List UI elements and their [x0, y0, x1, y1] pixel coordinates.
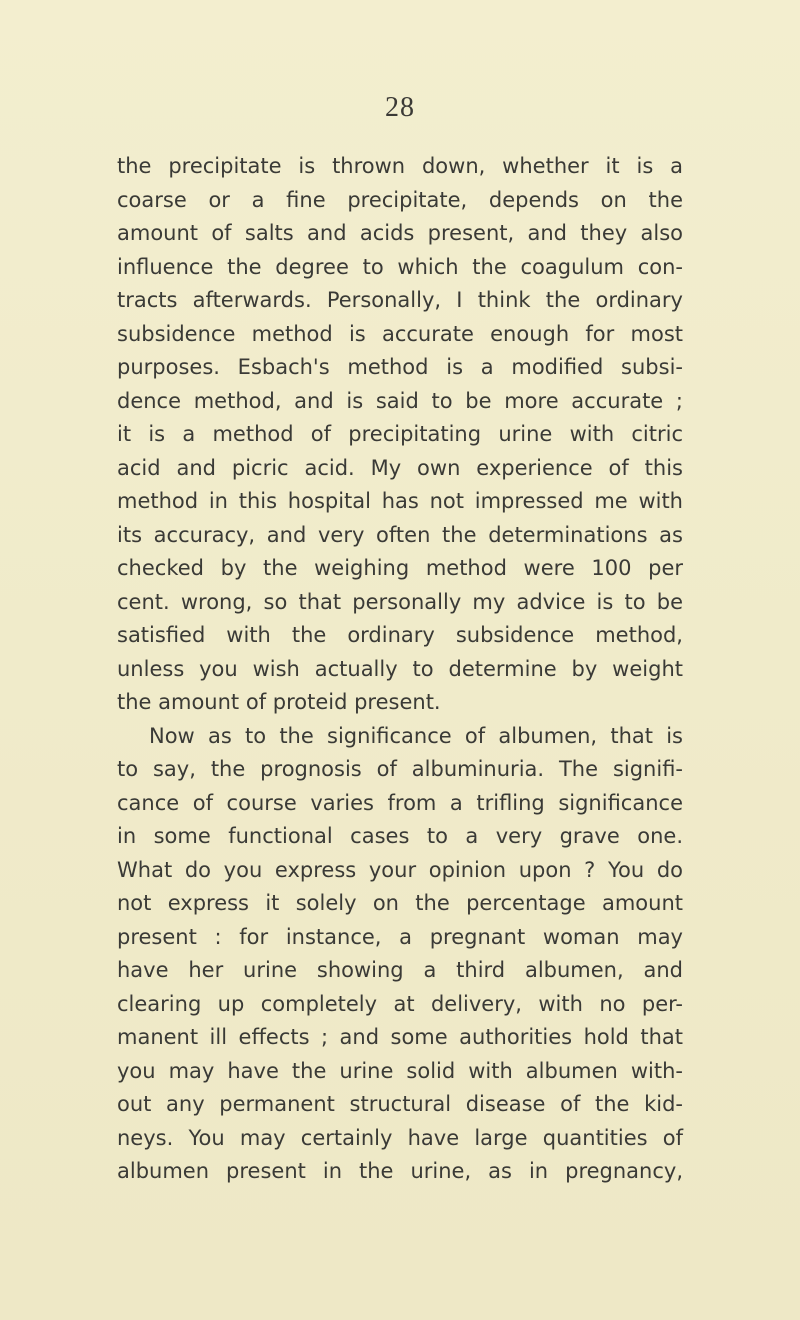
text-line: it is a method of precipitating urine with citric [117, 422, 683, 446]
text-line: amount of salts and acids present, and they also [117, 221, 683, 245]
text-line: out any permanent structural disease of the kid- [117, 1092, 683, 1116]
text-line: cent. wrong, so that personally my advice is to be [117, 589, 683, 614]
text-line: What do you express your opinion upon ? You do [117, 857, 683, 882]
text-line: clearing up completely at delivery, with no per- [117, 991, 683, 1016]
text-line: not express it solely on the percentage amount [117, 891, 683, 915]
text-line: to say, the prognosis of albuminuria. The signifi- [117, 757, 683, 781]
text-line: dence method, and is said to be more accurate ; [117, 388, 683, 413]
text-line: method in this hospital has not impressed me with [117, 489, 683, 513]
page-number: 28 [385, 92, 415, 123]
text-line: its accuracy, and very often the determinations as [117, 522, 683, 547]
text-line: tracts afterwards. Personally, I think the ordinary [117, 288, 683, 312]
text-line: neys. You may certainly have large quantities of [117, 1125, 683, 1150]
text-line: albumen present in the urine, as in pregnancy, [117, 1159, 683, 1183]
text-line: have her urine showing a third albumen, and [117, 958, 683, 982]
text-line: coarse or a fine precipitate, depends on the [117, 187, 683, 212]
text-line: you may have the urine solid with albumen with- [117, 1058, 683, 1083]
text-line: cance of course varies from a trifling significance [117, 790, 683, 815]
text-line: in some functional cases to a very grave one. [117, 824, 683, 848]
text-line: unless you wish actually to determine by weight [117, 656, 683, 681]
text-line: Now as to the significance of albumen, that is [149, 723, 683, 748]
text-line: purposes. Esbach's method is a modified subsi- [117, 355, 683, 379]
text-line: the precipitate is thrown down, whether it is a [117, 154, 683, 178]
text-line: subsidence method is accurate enough for most [117, 321, 683, 346]
text-line: satisfied with the ordinary subsidence method, [117, 623, 683, 647]
text-line: checked by the weighing method were 100 per [117, 556, 683, 580]
text-line: the amount of proteid present. [117, 690, 441, 714]
body-text [117, 150, 683, 1189]
text-line: influence the degree to which the coagulum con- [117, 254, 683, 279]
text-line: acid and picric acid. My own experience of this [117, 455, 683, 480]
text-line: present : for instance, a pregnant woman may [117, 924, 683, 949]
text-line: manent ill effects ; and some authorities hold that [117, 1025, 683, 1049]
